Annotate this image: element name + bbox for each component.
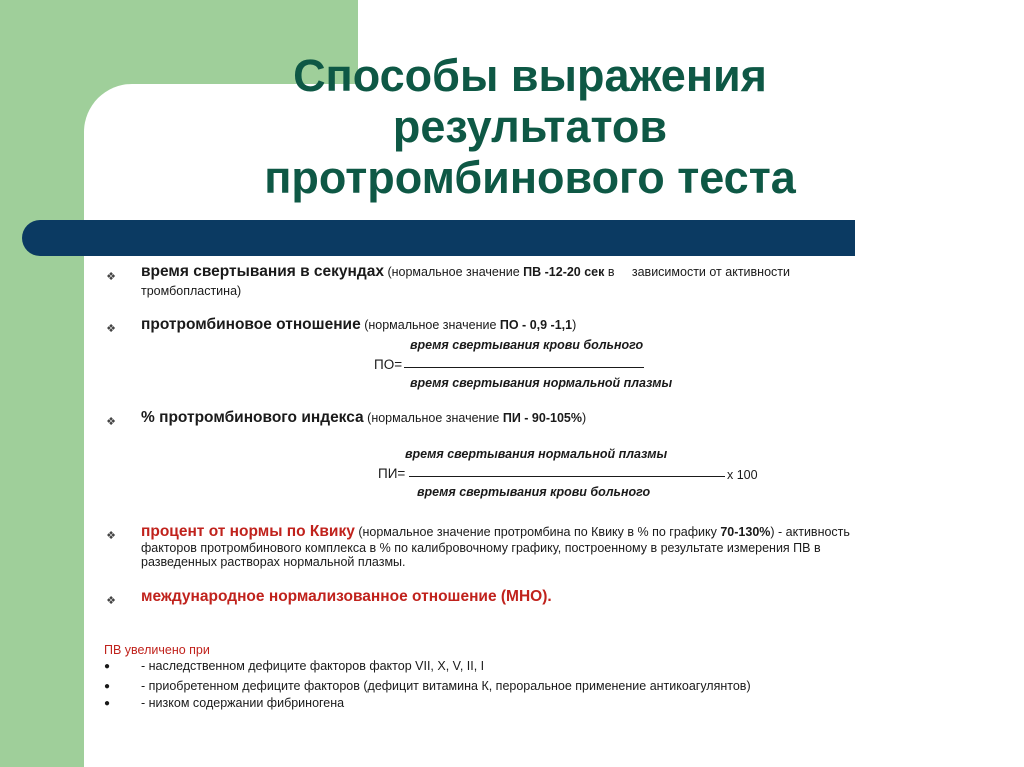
diamond-bullet-icon: ❖	[106, 595, 116, 607]
pv-increased-item: - приобретенном дефиците факторов (дефицит витамина К, пероральное применение антикоагулянтов)	[141, 679, 751, 693]
pi-lhs: ПИ=	[378, 466, 406, 481]
diamond-bullet-icon: ❖	[106, 323, 116, 335]
pv-increased-heading: ПВ увеличено при	[104, 643, 210, 657]
item-quick-heading: процент от нормы по Квику	[141, 523, 355, 540]
diamond-bullet-icon: ❖	[106, 530, 116, 542]
item-pv: время свертывания в секундах (нормальное значение ПВ -12-20 сек в зависимости от активности	[141, 263, 790, 280]
pi-denominator: время свертывания крови больного	[417, 485, 651, 499]
item-quick: процент от нормы по Квику (нормальное значение протромбина по Квику в % по графику 70-130%) - активность	[141, 523, 850, 540]
item-quick-line2: факторов протромбинового комплекса в % по калибровочному графику, построенному в результате измерения ПВ в	[141, 541, 821, 555]
bullet-dot-icon: ●	[104, 681, 111, 692]
diamond-bullet-icon: ❖	[106, 416, 116, 428]
slide-title: Способы выражения результатов протромбинового теста	[264, 50, 796, 203]
item-pv-heading: время свертывания в секундах	[141, 263, 384, 280]
item-mno	[141, 590, 552, 604]
item-po: протромбиновое отношение (нормальное значение ПО - 0,9 -1,1)	[141, 316, 577, 333]
item-po-heading: протромбиновое отношение	[141, 316, 361, 333]
item-pi-heading: % протромбинового индекса	[141, 409, 364, 426]
pi-numerator: время свертывания нормальной плазмы	[405, 447, 668, 461]
bullet-dot-icon: ●	[104, 661, 111, 672]
pv-increased-item: - низком содержании фибриногена	[141, 696, 345, 710]
po-denominator: время свертывания нормальной плазмы	[410, 376, 673, 390]
title-divider-bar	[22, 220, 855, 256]
pv-increased-item: - наследственном дефиците факторов фактор VII, X, V, II, I	[141, 659, 485, 673]
item-pv-note-line2: тромбопластина)	[141, 284, 242, 298]
item-quick-line3: разведенных растворах нормальной плазмы.	[141, 555, 406, 569]
diamond-bullet-icon: ❖	[106, 271, 116, 283]
po-numerator: время свертывания крови больного	[410, 338, 644, 352]
bullet-dot-icon: ●	[104, 698, 111, 709]
item-mno-heading: международное нормализованное отношение (МНО).	[141, 588, 552, 605]
pi-multiplier: х 100	[727, 468, 758, 482]
po-fraction-line	[404, 367, 644, 368]
po-lhs: ПО=	[374, 357, 403, 372]
item-pi: % протромбинового индекса (нормальное значение ПИ - 90-105%)	[141, 409, 587, 426]
pi-fraction-line	[409, 476, 725, 477]
